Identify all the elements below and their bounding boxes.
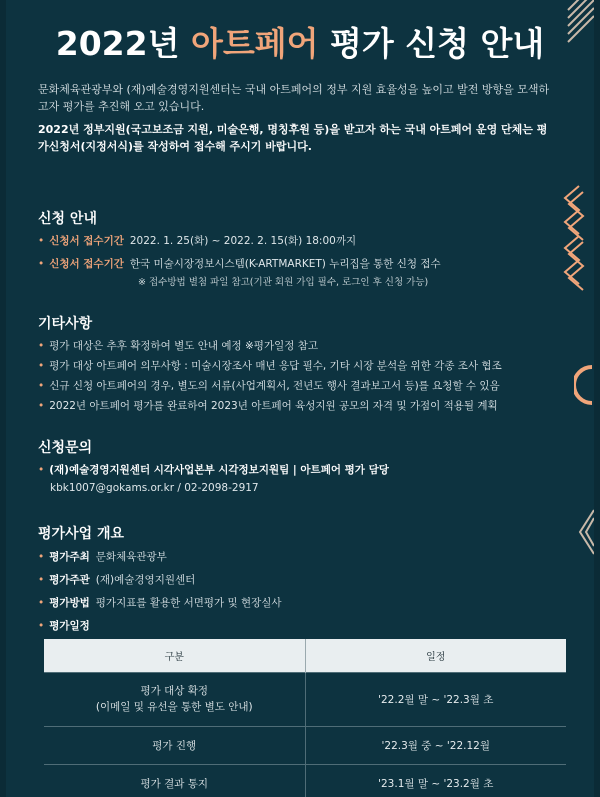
overview-org-row (38, 572, 195, 587)
etc-heading: 기타사항 (38, 316, 93, 332)
apply-method-text: 한국 미술시장정보시스템(K-ARTMARKET) 누리집을 통한 신청 접수 (129, 258, 441, 270)
overview-org-label: 평가주관 (49, 574, 90, 586)
table-cell-category: 평가 진행 (44, 726, 305, 764)
bullet-icon: • (38, 574, 45, 586)
overview-heading: 평가사업 개요 (38, 526, 125, 542)
bullet-icon: • (38, 551, 45, 563)
zigzag-decoration (559, 184, 589, 292)
table-cell-category (44, 672, 305, 726)
intro-paragraph-2: 2022년 정부지원(국고보조금 지원, 미술은행, 명칭후원 등)을 받고자 하는 국내 아트페어 운영 단체는 평가신청서(지정서식)를 작성하여 접수해 주시기 바랍니다. (38, 123, 548, 153)
bullet-icon: • (38, 597, 45, 609)
etc-item-text: 평가 대상 아트페어 의무사항 : 미술시장조사 매년 응답 필수, 기타 시장 분석을 위한 각종 조사 협조 (49, 360, 502, 372)
diamond-lines-decoration (574, 508, 594, 556)
overview-org: (재)예술경영지원센터 (95, 574, 196, 586)
apply-period-label: 신청서 접수기간 (49, 235, 124, 247)
apply-period-text: 2022. 1. 25(화) ~ 2022. 2. 15(화) 18:00까지 (129, 235, 357, 247)
bullet-icon: • (38, 360, 45, 372)
bullet-icon: • (38, 380, 45, 392)
etc-item (38, 338, 318, 353)
bullet-icon: • (38, 464, 45, 476)
apply-heading: 신청 안내 (38, 211, 97, 227)
arc-decoration (574, 364, 594, 406)
inquiry-heading: 신청문의 (38, 440, 93, 456)
intro-paragraph-1: 문화체육관광부와 (재)예술경영지원센터는 국내 아트페어의 정부 지원 효율성을 높이고 발전 방향을 모색하고자 평가를 추진해 오고 있습니다. (38, 83, 550, 113)
overview-schedule-label: 평가일정 (49, 620, 90, 632)
apply-method-label: 신청서 접수기간 (49, 258, 124, 270)
table-header-category: 구분 (44, 639, 305, 672)
etc-item (38, 398, 498, 413)
bullet-icon: • (38, 235, 45, 247)
apply-period-row (38, 233, 356, 248)
etc-item (38, 378, 500, 393)
table-cell-schedule: '22.2월 말 ~ '22.3월 초 (305, 672, 566, 726)
inquiry-org-row (38, 462, 395, 477)
table-header-row (44, 639, 566, 672)
etc-item-text: 평가 대상은 추후 확정하여 별도 안내 예정 ※평가일정 참고 (49, 340, 318, 352)
poster (6, 0, 594, 797)
inquiry-contact[interactable]: kbk1007@gokams.or.kr / 02-2098-2917 (50, 482, 259, 494)
bullet-icon: • (38, 340, 45, 352)
overview-method-row (38, 595, 282, 610)
table-row (44, 726, 566, 764)
table-cell-schedule: '22.3월 중 ~ '22.12월 (305, 726, 566, 764)
intro (38, 81, 558, 161)
table-row (44, 764, 566, 797)
etc-item-text: 2022년 아트페어 평가를 완료하여 2023년 아트페어 육성지원 공모의 자격 및 가점이 적용될 계획 (49, 400, 498, 412)
overview-method-label: 평가방법 (49, 597, 90, 609)
schedule-table (44, 639, 566, 797)
apply-method-note: ※ 접수방법 별첨 파일 참고(기관 회원 가입 필수, 로그인 후 신청 가능) (138, 277, 429, 288)
etc-item-text: 신규 신청 아트페어의 경우, 별도의 서류(사업계획서, 전년도 행사 결과보고서 등)를 요청할 수 있음 (49, 380, 500, 392)
page-title (6, 18, 594, 65)
title-rest: 평가 신청 안내 (330, 24, 545, 63)
bullet-icon: • (38, 400, 45, 412)
overview-method: 평가지표를 활용한 서면평가 및 현장실사 (95, 597, 282, 609)
overview-host: 문화체육관광부 (95, 551, 167, 563)
etc-item (38, 358, 502, 373)
category-text: 평가 대상 확정 (140, 685, 209, 697)
overview-schedule-row (38, 618, 96, 633)
overview-host-label: 평가주최 (49, 551, 90, 563)
apply-method-row (38, 256, 441, 271)
inquiry-org: (재)예술경영지원센터 시각사업본부 시각정보지원팀 | 아트페어 평가 담당 (49, 464, 389, 476)
overview-host-row (38, 549, 167, 564)
bullet-icon: • (38, 258, 45, 270)
table-cell-category: 평가 결과 통지 (44, 764, 305, 797)
title-accent: 아트페어 (190, 24, 319, 63)
title-year: 2022년 (55, 24, 180, 63)
table-cell-schedule: '23.1월 말 ~ '23.2월 초 (305, 764, 566, 797)
category-note: (이메일 및 유선을 통한 별도 안내) (95, 701, 253, 713)
table-row (44, 672, 566, 726)
table-header-schedule: 일정 (305, 639, 566, 672)
bullet-icon: • (38, 620, 45, 632)
